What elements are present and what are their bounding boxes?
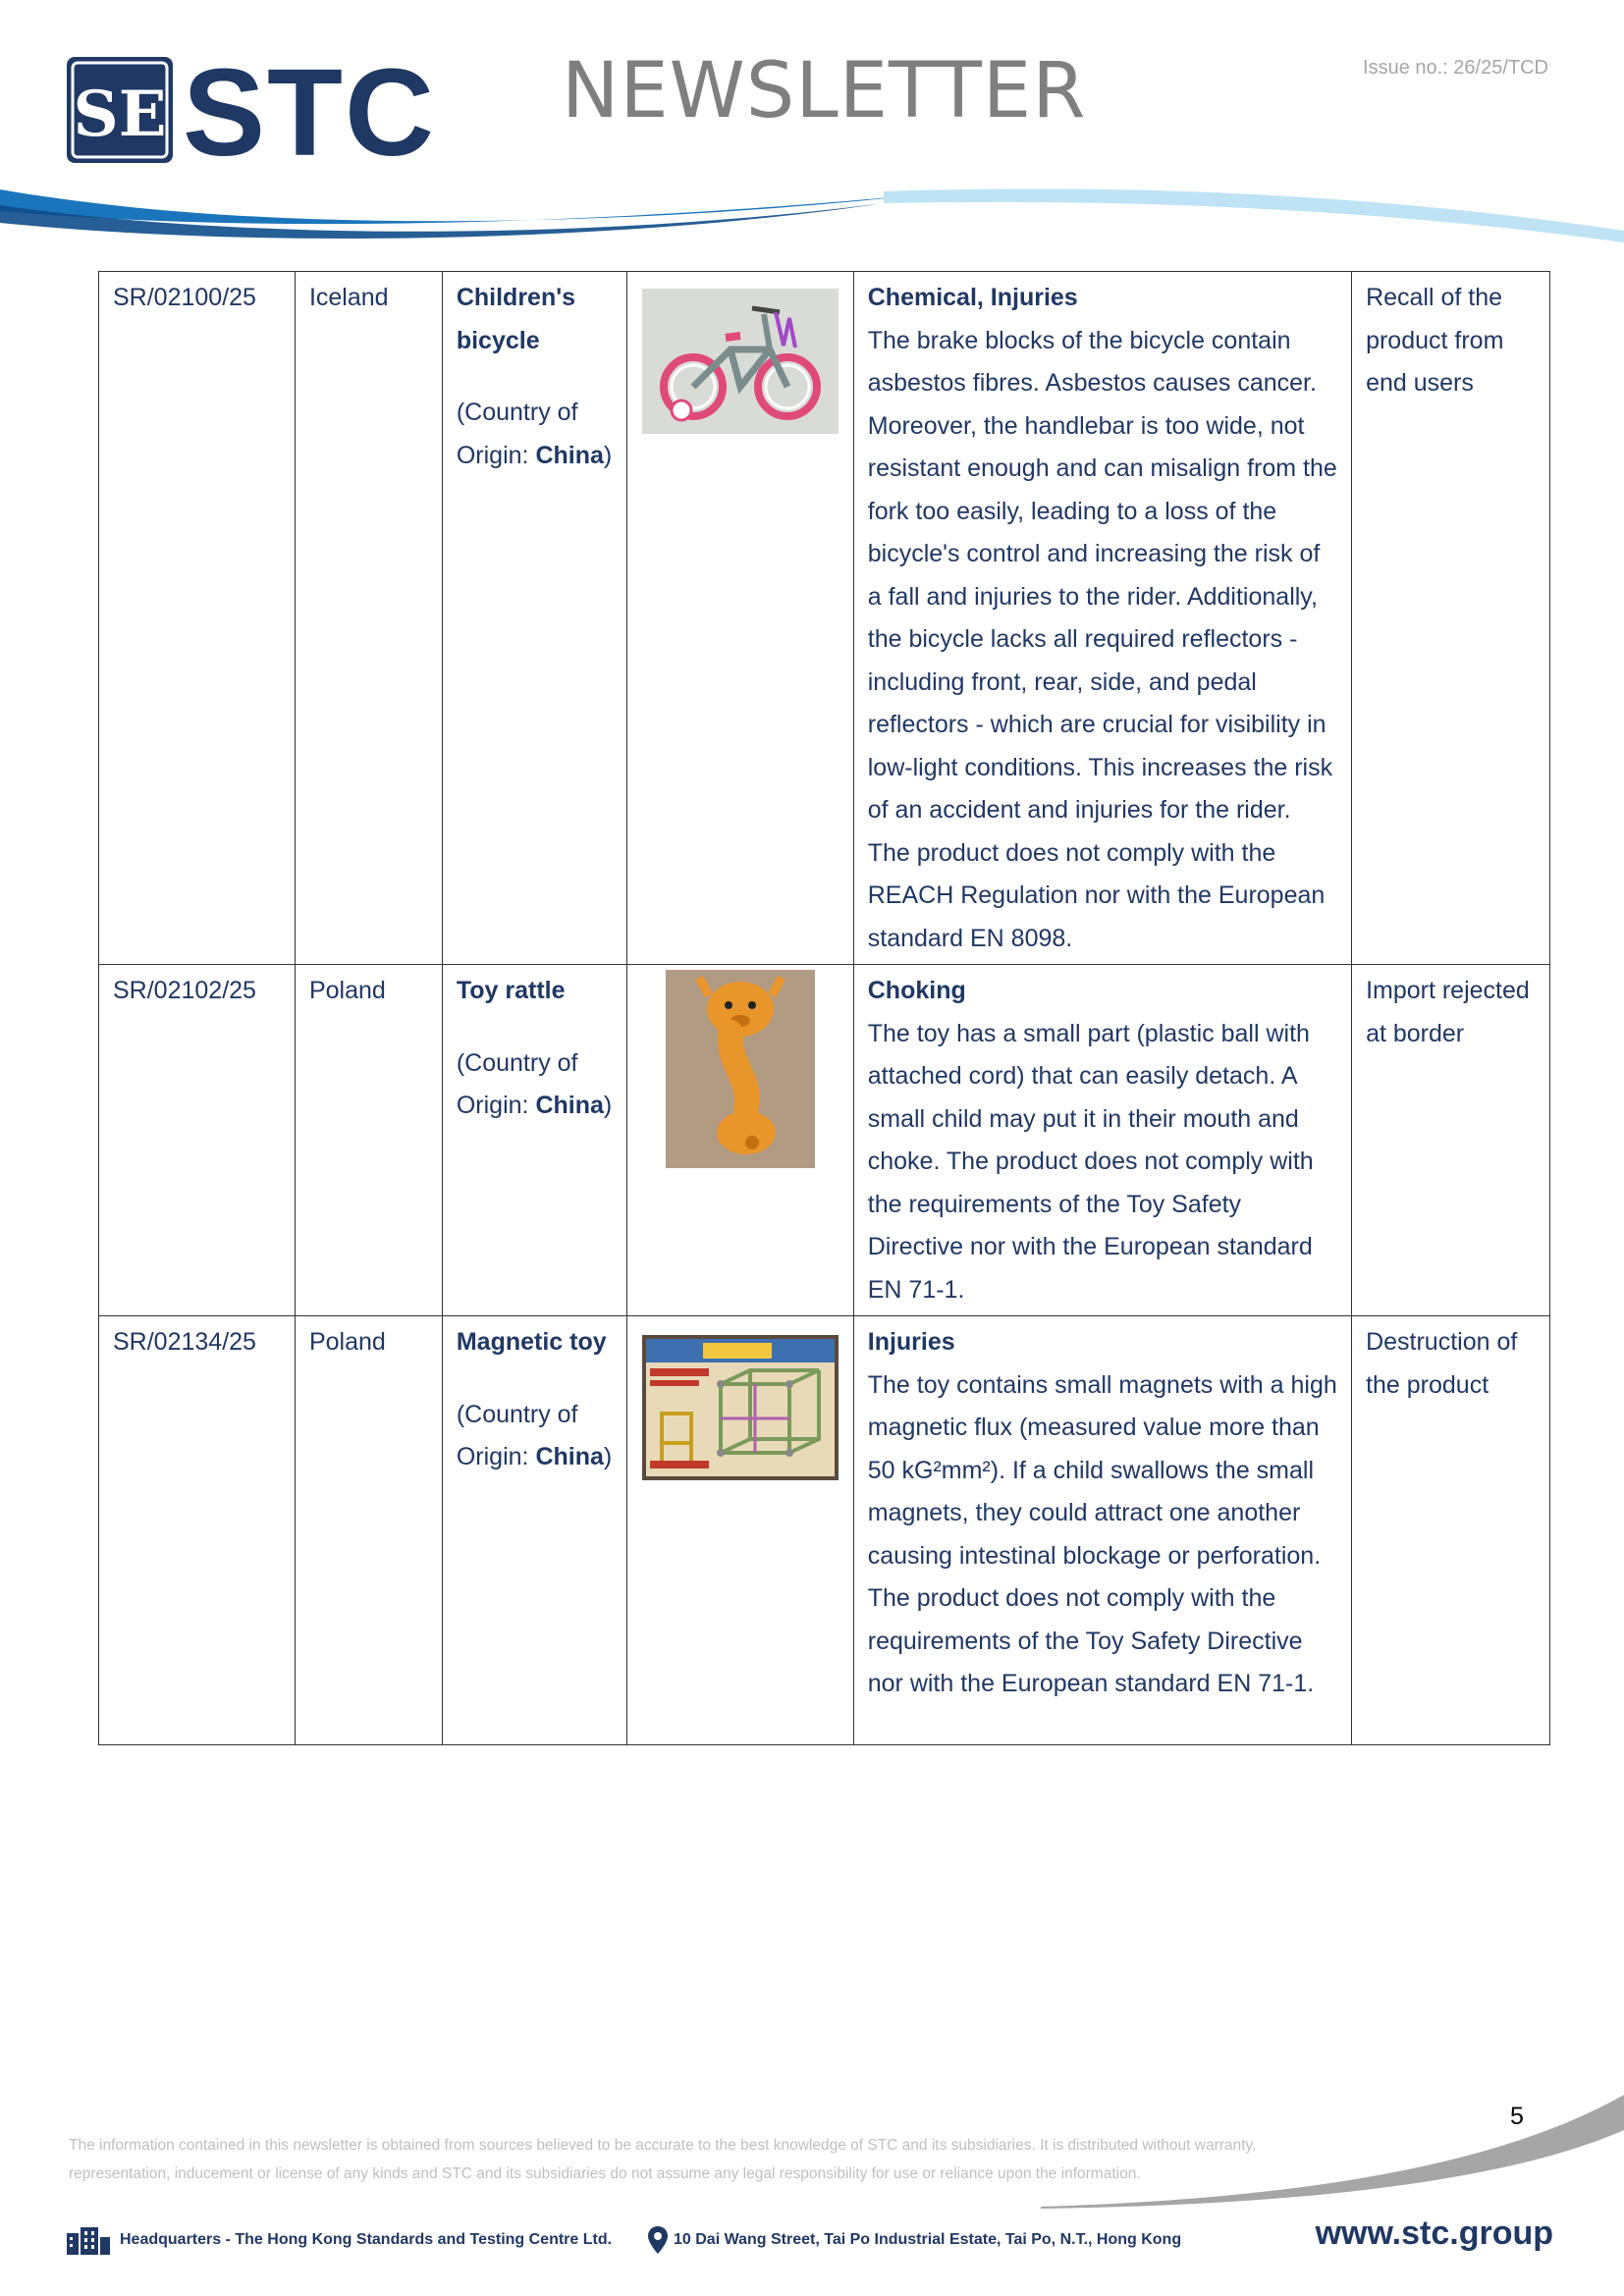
measures-cell: Destruction of the product [1352,1316,1550,1745]
headquarters-text: Headquarters - The Hong Kong Standards and Testing Centre Ltd. [120,2231,613,2248]
product-cell [442,1316,626,1745]
table-row [99,1316,1550,1745]
country-of-origin: (Country of Origin: China) [456,399,613,469]
product-name: Magnetic toy [456,1328,607,1356]
reference-cell: SR/02100/25 [99,272,296,965]
disclaimer-text: The information contained in this newsletter is obtained from sources believed to be accurate to the best knowledge of STC and its subsidiaries. It is distributed without warranty, representation, inducement or license of any kinds and STC and its subsidiaries do not assume any legal responsibility for use or reliance upon the information. [69,2137,1257,2182]
risk-title: Injuries [867,1328,955,1356]
childrens-bicycle-photo-icon [642,289,839,434]
product-name: Toy rattle [456,977,566,1004]
measures-cell: Recall of the product from end users [1352,272,1550,965]
risk-description: The brake blocks of the bicycle contain asbestos fibres. Asbestos causes cancer. Moreover, the handlebar is too wide, not resistant enough and can misalign from the fork too easily, leading to a loss of the bicycle's control and increasing the risk of a fall and injuries to the rider. Additionally, the bicycle lacks all required reflectors - including front, rear, side, and pedal reflectors - which are crucial for visibility in low-light conditions. This increases the risk of an accident and injuries for the rider. The product does not comply with the REACH Regulation nor with the European standard EN 8098. [867,326,1337,952]
address-text: 10 Dai Wang Street, Tai Po Industrial Estate, Tai Po, N.T., Hong Kong [674,2231,1182,2248]
reference-cell: SR/02102/25 [99,965,296,1316]
risk-cell [853,1316,1351,1745]
stc-logo-text: STC [183,57,436,163]
newsletter-title: NEWSLETTER [562,47,1087,135]
header-swoosh-decoration [0,182,1624,260]
stc-logo-mark: SE [73,78,167,151]
product-cell [442,965,626,1316]
stc-logo [67,57,460,163]
risk-cell [853,965,1351,1316]
country-cell: Poland [295,1316,442,1745]
headquarters-info [65,2224,612,2256]
risk-cell [853,272,1351,965]
risk-description: The toy has a small part (plastic ball with attached cord) that can easily detach. A small child may put it in their mouth and choke. The product does not comply with the requirements of the Toy Safety Directive nor with the European standard EN 71-1. [867,1019,1314,1304]
table-row [99,272,1550,965]
issue-number: Issue no.: 26/25/TCD [1363,57,1548,79]
reference-cell: SR/02134/25 [99,1316,296,1745]
country-of-origin: (Country of Origin: China) [456,1048,613,1119]
magnetic-toy-box-photo-icon [642,1335,839,1480]
recall-table [98,271,1550,1745]
product-image-cell [626,965,853,1316]
measures-cell: Import rejected at border [1352,965,1550,1316]
website-link[interactable]: www.stc.group [1315,2215,1553,2252]
country-cell: Iceland [295,272,442,965]
country-cell: Poland [295,965,442,1316]
country-of-origin: (Country of Origin: China) [456,1400,613,1470]
building-icon [65,2225,112,2255]
product-name: Children's bicycle [456,284,576,354]
product-image-cell [626,272,853,965]
risk-title: Choking [867,977,966,1004]
address-info [648,2224,1181,2256]
risk-title: Chemical, Injuries [867,284,1078,311]
location-pin-icon [648,2226,668,2254]
product-cell [442,272,626,965]
toy-rattle-photo-icon [666,970,815,1168]
risk-description: The toy contains small magnets with a high magnetic flux (measured value more than 50 kG²mm²). If a child swallows the small magnets, they could attract one another causing intestinal blockage or perforation. The product does not comply with the requirements of the Toy Safety Directive nor with the European standard EN 71-1. [867,1370,1337,1697]
product-image-cell [626,1316,853,1745]
table-row [99,965,1550,1316]
page-number: 5 [1510,2103,1524,2130]
